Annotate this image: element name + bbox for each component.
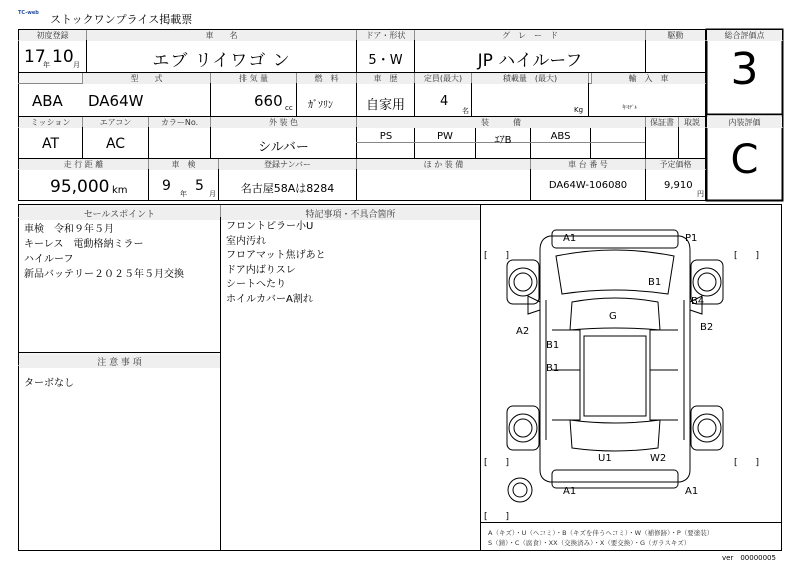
label-usage: 車 歴 [357, 73, 414, 84]
bracket-left-top: [ ] [484, 251, 510, 261]
label-equipment: 装 備 [357, 117, 645, 128]
label-color-no: カラーNo. [149, 117, 210, 128]
overall-rating: 3 [730, 44, 759, 95]
label-capacity: 定員(最大) [415, 73, 471, 84]
list-item: キーレス 電動格納ミラー [24, 239, 144, 250]
label-aircon: エアコン [83, 117, 148, 128]
logo: TC-web [18, 10, 39, 16]
fuel: ｶﾞｿﾘﾝ [308, 100, 333, 111]
unit-year: 年 [43, 61, 50, 69]
mission: AT [41, 136, 60, 152]
version: ver 00000005 [722, 554, 776, 562]
bracket-left-bottom: [ ] [484, 458, 510, 468]
label-car-name: 車 名 [87, 30, 356, 41]
unit-month: 月 [73, 61, 80, 69]
sales-points-list [24, 222, 184, 282]
mark-b1-left1: B1 [546, 340, 560, 351]
bracket-spare: [ ] [484, 512, 510, 522]
mark-b4: B4 [691, 296, 705, 307]
mark-w2: W2 [650, 453, 667, 464]
mark-a1-bottom-right: A1 [685, 486, 699, 497]
form-title: ストックワンプライス掲載票 [50, 13, 193, 26]
label-plate: 登録ナンバー [219, 159, 356, 170]
label-inspection: 車 検 [149, 159, 218, 170]
label-overall-rating: 総合評価点 [707, 30, 782, 41]
label-notes: 特記事項・不具合箇所 [221, 207, 480, 220]
equip-abs: ABS [550, 131, 571, 142]
mark-b2: B2 [700, 322, 714, 333]
displacement: 660 [254, 92, 283, 110]
label-model: 型 式 [83, 73, 210, 84]
label-planned-price: 予定価格 [646, 159, 705, 170]
mark-b1-left2: B1 [546, 363, 560, 374]
label-door-type: ドア・形状 [357, 30, 414, 41]
label-exterior-color: 外 装 色 [211, 117, 356, 128]
door-type: 5・W [368, 53, 403, 68]
mark-a2: A2 [516, 326, 530, 337]
label-manual: 取説 [679, 117, 705, 128]
label-displacement: 排 気 量 [211, 73, 296, 84]
legend-line-1: A（キズ）・U（ヘコミ）・B（キズを伴うヘコミ）・W（補修跡）・P（要塗装） [488, 529, 714, 537]
unit-cc: cc [285, 104, 293, 112]
mark-b1-right: B1 [648, 277, 662, 288]
chassis-number: DA64W-106080 [548, 180, 628, 191]
legend-line-2: S（錆）・C（腐食）・XX（交換済み）・X（要交換）・G（ガラスキズ） [488, 539, 691, 547]
mark-u1: U1 [598, 453, 612, 464]
list-item: シートへたり [226, 279, 286, 290]
list-item: 新品バッテリー２０２５年５月交換 [24, 269, 184, 280]
mark-p1: P1 [685, 233, 698, 244]
car-name: エブ リイワゴ ン [152, 51, 291, 71]
list-item: ドア内ばりスレ [226, 264, 296, 276]
label-first-registration: 初度登録 [19, 30, 86, 41]
exterior-color: シルバー [258, 140, 309, 155]
model-prefix: ABA [32, 92, 63, 110]
unit-insp-year: 年 [180, 190, 187, 198]
label-drive: 駆動 [646, 30, 705, 41]
bracket-right-top: [ ] [734, 251, 760, 261]
list-item: ハイルーフ [24, 254, 74, 265]
label-grade: グ レ ー ド [415, 30, 645, 41]
plate-number: 名古屋58Aは8284 [240, 182, 335, 195]
unit-model-year: 年ﾓﾃﾞﾙ [622, 105, 638, 111]
label-load: 積載量 (最大) [472, 73, 588, 84]
usage: 自家用 [365, 98, 405, 113]
inspection-year: 9 [162, 178, 171, 194]
label-fuel: 燃 料 [297, 73, 356, 84]
list-item: ターボなし [24, 378, 74, 389]
inspection-month: 5 [195, 178, 204, 194]
unit-yen: 円 [697, 190, 704, 198]
unit-insp-month: 月 [209, 190, 216, 198]
reg-month: 10 [52, 47, 74, 67]
label-chassis-no: 車 台 番 号 [531, 159, 645, 170]
equip-airbag: ｴｱB [494, 135, 512, 146]
label-interior-rating: 内装評価 [707, 117, 782, 128]
label-mission: ミッション [19, 117, 82, 128]
list-item: フロントピラー小U [226, 221, 314, 232]
mark-g: G [609, 311, 617, 322]
list-item: ホイルカバーA割れ [226, 293, 313, 305]
unit-kg: Kg [574, 106, 584, 114]
label-sales-points: セールスポイント [19, 207, 220, 220]
planned-price: 9,910 [664, 180, 693, 191]
label-other-equipment: ほ か 装 備 [357, 159, 530, 170]
label-caution: 注 意 事 項 [19, 355, 220, 368]
grade: JP ハイルーフ [477, 51, 583, 71]
mileage: 95,000 [50, 177, 110, 197]
label-mileage: 走 行 距 離 [19, 159, 148, 170]
aircon: AC [105, 136, 126, 152]
mark-a1-bottom-left: A1 [563, 486, 577, 497]
list-item: 室内汚れ [226, 235, 266, 247]
equip-ps: PS [379, 131, 393, 142]
model-code: DA64W [88, 92, 144, 110]
label-import: 輸 入 車 [592, 73, 705, 84]
unit-km: km [112, 185, 128, 196]
mark-a1-top: A1 [563, 233, 577, 244]
list-item: 車検 令和９年５月 [24, 224, 114, 235]
caution-list [24, 374, 74, 389]
list-item: フロアマット焦げあと [226, 250, 326, 261]
capacity: 4 [440, 94, 449, 109]
interior-rating: C [730, 137, 759, 183]
notes-list [226, 220, 326, 307]
label-warranty: 保証書 [646, 117, 678, 128]
unit-persons: 名 [462, 107, 469, 115]
reg-year: 17 [24, 47, 46, 67]
bracket-right-bottom: [ ] [734, 458, 760, 468]
equip-pw: PW [437, 131, 453, 142]
